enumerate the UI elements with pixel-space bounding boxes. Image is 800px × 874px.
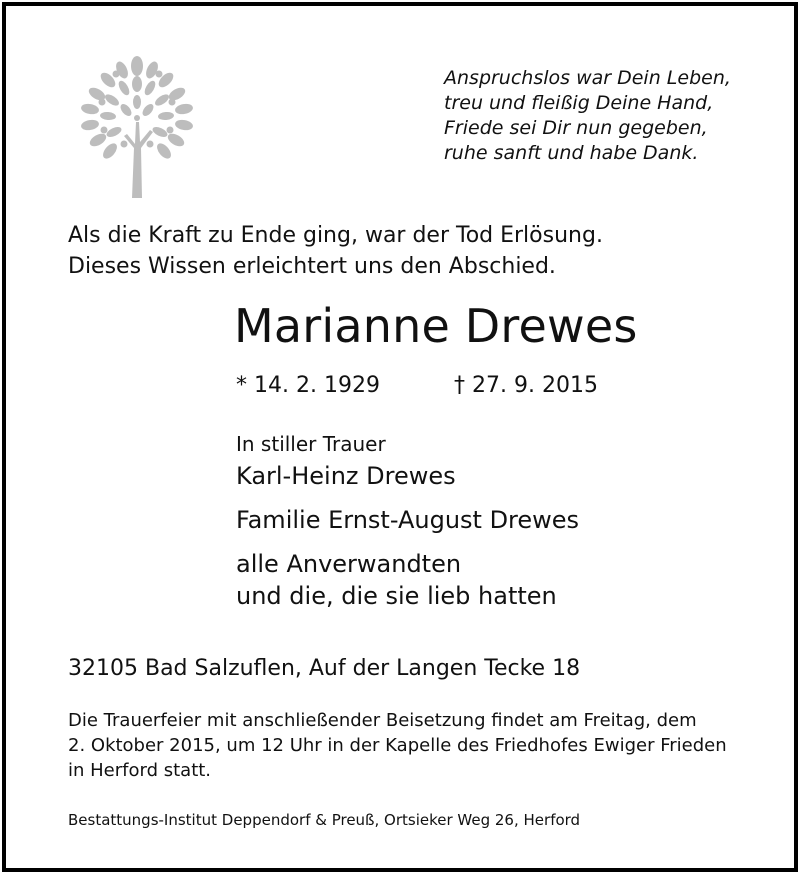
quote-line: Als die Kraft zu Ende ging, war der Tod Erlösung. [68,223,603,248]
deceased-name: Marianne Drewes [234,299,638,353]
death-date: † 27. 9. 2015 [454,373,598,398]
ceremony-line: Die Trauerfeier mit anschließender Beisetzung findet am Freitag, dem [68,710,697,731]
mourning-intro: In stiller Trauer [236,432,386,456]
poem-line: Friede sei Dir nun gegeben, [444,117,708,139]
life-dates [236,372,598,400]
ceremony-line: in Herford statt. [68,760,212,781]
tree-icon [64,52,210,198]
mourners [236,430,579,612]
birth-date: * 14. 2. 1929 [236,373,380,398]
obituary-card [2,2,798,872]
mourner-name: und die, die sie lieb hatten [236,582,557,610]
mourner-name: alle Anverwandten [236,550,462,578]
quote-line: Dieses Wissen erleichtert uns den Abschied. [68,254,556,279]
poem-line: treu und fleißig Deine Hand, [444,92,714,114]
mourner-name: Familie Ernst-August Drewes [236,506,580,534]
poem-line: ruhe sanft und habe Dank. [444,142,699,164]
poem [444,66,774,166]
ceremony-notice [68,708,758,783]
family-address: 32105 Bad Salzuflen, Auf der Langen Tecke 18 [68,656,581,681]
poem-line: Anspruchslos war Dein Leben, [444,67,731,89]
undertaker-info: Bestattungs-Institut Deppendorf & Preuß, Ortsieker Weg 26, Herford [68,811,581,829]
ceremony-line: 2. Oktober 2015, um 12 Uhr in der Kapelle des Friedhofes Ewiger Frieden [68,735,727,756]
quote [68,220,603,282]
mourner-name: Karl-Heinz Drewes [236,462,456,490]
